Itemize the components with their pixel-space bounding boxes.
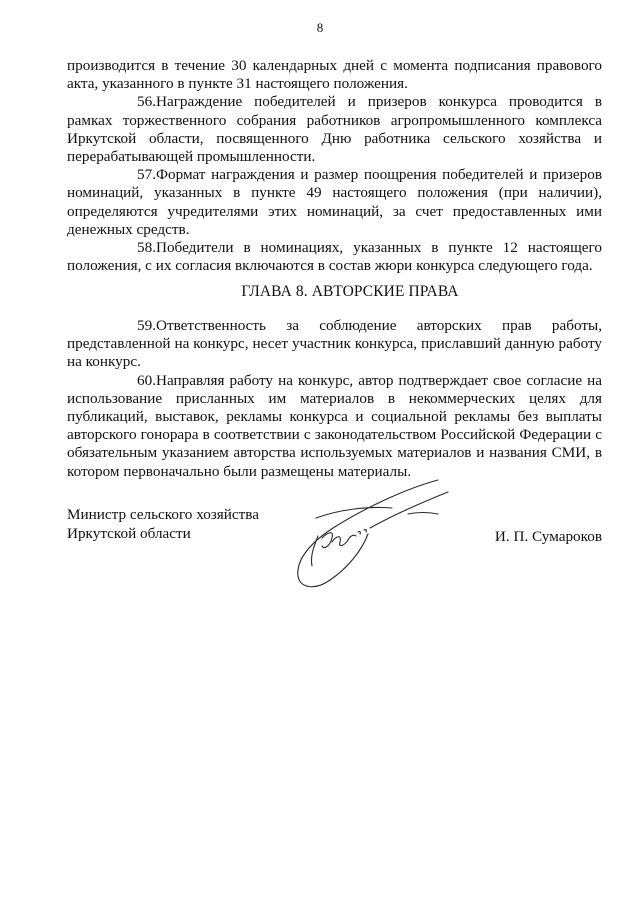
paragraph-number: 60. <box>137 371 156 389</box>
paragraph-58 <box>67 239 602 275</box>
paragraph-continuation: производится в течение 30 календарных дней с момента подписания правового акта, указанного в пункте 31 настоящего положения. <box>67 57 602 93</box>
signatory-title-line-2: Иркутской области <box>67 525 191 542</box>
paragraph-text: Ответственность за соблюдение авторских прав работы, представленной на конкурс, несет участник конкурса, приславший данную работу на конкурс. <box>67 317 602 371</box>
paragraph-text: Формат награждения и размер поощрения победителей и призеров номинаций, указанных в пункте 49 настоящего положения (при наличии), определяются учредителями этих номинаций, за счет предоставленных ими денежных средств. <box>67 166 602 238</box>
paragraph-text: Награждение победителей и призеров конкурса проводится в рамках торжественного собрания работников агропромышленного комплекса Иркутской области, посвященного Дню работника сельского хозяйства и перерабатывающей промышленности. <box>67 93 602 166</box>
body-text-section-7 <box>67 57 602 275</box>
handwritten-signature <box>288 476 458 596</box>
paragraph-57 <box>67 166 602 239</box>
chapter-heading: ГЛАВА 8. АВТОРСКИЕ ПРАВА <box>241 283 459 300</box>
paragraph-number: 59. <box>137 317 156 334</box>
signatory-title <box>67 505 259 543</box>
paragraph-text: Направляя работу на конкурс, автор подтверждает свое согласие на использование присланных им материалов в некоммерческих целях для публикаций, выставок, рекламы конкурса и социальной рекламы без выплаты авторского гонорара в соответствии с законодательством Российской Федерации с обязательным указанием авторства используемых материалов и названия СМИ, в котором первоначально были размещены материалы. <box>67 371 602 480</box>
paragraph-text: Победители в номинациях, указанных в пункте 12 настоящего положения, с их согласия включаются в состав жюри конкурса следующего года. <box>67 239 602 275</box>
paragraph-60 <box>67 372 602 481</box>
paragraph-56 <box>67 93 602 166</box>
paragraph-number: 58. <box>137 239 156 257</box>
signatory-title-line-1: Министр сельского хозяйства <box>67 506 260 523</box>
body-text-chapter-8 <box>67 317 602 481</box>
paragraph-59 <box>67 317 602 372</box>
paragraph-number: 56. <box>137 93 156 111</box>
page-number: 8 <box>316 20 324 35</box>
signatory-name: И. П. Сумароков <box>494 528 602 545</box>
paragraph-number: 57. <box>137 166 156 184</box>
